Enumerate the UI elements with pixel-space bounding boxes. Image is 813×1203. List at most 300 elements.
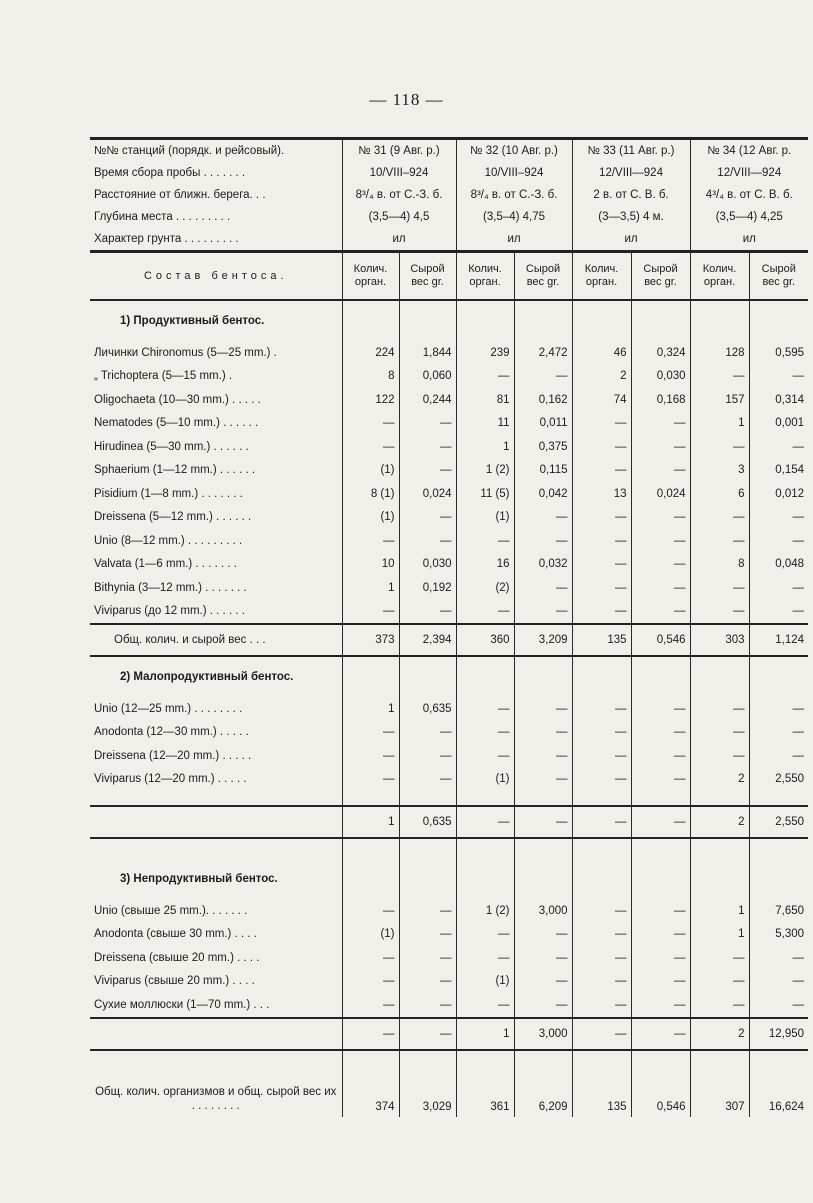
header-label: Характер грунта . . . . . . . . . <box>94 233 239 245</box>
section-total-row-label <box>90 1018 342 1050</box>
value-cell: 303 <box>690 624 749 656</box>
value-cell: 374 <box>342 1050 399 1117</box>
value-cell: — <box>342 993 399 1018</box>
value-cell: 2,550 <box>749 806 808 838</box>
value-cell: 8 (1) <box>342 482 399 506</box>
species-row <box>90 600 808 625</box>
value-cell: — <box>749 946 808 970</box>
value-cell: — <box>399 721 456 745</box>
value-cell: 224 <box>342 341 399 365</box>
value-cell: 1,844 <box>399 341 456 365</box>
value-cell: — <box>749 600 808 625</box>
value-cell: — <box>631 435 690 459</box>
value-cell: — <box>690 506 749 530</box>
header-label: Время сбора пробы . . . . . . . <box>94 167 246 179</box>
value-cell: — <box>631 970 690 994</box>
value-cell: — <box>342 435 399 459</box>
species-row-label: Anodonta (12—30 mm.) . . . . . <box>94 726 249 739</box>
value-cell: — <box>399 899 456 923</box>
station-header-cell: (3—3,5) 4 м. <box>572 206 690 228</box>
empty-cell <box>342 791 399 806</box>
value-cell: — <box>342 412 399 436</box>
section-title-row <box>90 859 808 899</box>
empty-cell <box>456 300 514 341</box>
empty-cell <box>514 300 572 341</box>
species-row-label: Bithynia (3—12 mm.) . . . . . . . <box>94 581 247 594</box>
value-cell: — <box>456 993 514 1018</box>
value-cell: 361 <box>456 1050 514 1117</box>
species-row <box>90 970 808 994</box>
species-row-label: Hirudinea (5—30 mm.) . . . . . . <box>94 440 249 453</box>
value-cell: 6,209 <box>514 1050 572 1117</box>
empty-cell <box>572 859 631 899</box>
empty-cell <box>749 838 808 859</box>
value-cell: 1 (2) <box>456 899 514 923</box>
value-cell: — <box>572 697 631 721</box>
species-row-label: Anodonta (свыше 30 mm.) . . . . <box>94 928 257 941</box>
value-cell: — <box>572 768 631 792</box>
value-cell: — <box>514 721 572 745</box>
species-row <box>90 768 808 792</box>
empty-cell <box>749 859 808 899</box>
value-cell: — <box>456 721 514 745</box>
value-cell: 74 <box>572 388 631 412</box>
value-cell: — <box>399 1018 456 1050</box>
value-cell: — <box>399 744 456 768</box>
value-cell: — <box>572 459 631 483</box>
empty-cell <box>456 656 514 697</box>
header-row <box>90 184 808 206</box>
value-cell: — <box>514 600 572 625</box>
value-cell: 1 <box>342 576 399 600</box>
value-cell: 3,000 <box>514 1018 572 1050</box>
value-cell: 0,244 <box>399 388 456 412</box>
value-cell: — <box>514 806 572 838</box>
species-row <box>90 435 808 459</box>
empty-cell <box>631 859 690 899</box>
value-cell: 2 <box>690 768 749 792</box>
station-header-cell: 10/VIII–924 <box>342 162 456 184</box>
value-cell: 2,472 <box>514 341 572 365</box>
empty-cell <box>631 656 690 697</box>
section-title-row <box>90 300 808 341</box>
value-cell: — <box>399 435 456 459</box>
value-cell: — <box>749 365 808 389</box>
species-row-label: Pisidium (1—8 mm.) . . . . . . . <box>94 487 243 500</box>
species-row-label: Unio (свыше 25 mm.). . . . . . . <box>94 904 248 917</box>
empty-cell <box>690 300 749 341</box>
empty-cell <box>399 656 456 697</box>
value-cell: 0,001 <box>749 412 808 436</box>
value-cell: — <box>572 529 631 553</box>
value-cell: — <box>342 721 399 745</box>
empty-label <box>90 838 342 859</box>
value-cell: — <box>514 697 572 721</box>
column-subheader: Сырой вес gr. <box>514 252 572 301</box>
header-label: Глубина места . . . . . . . . . <box>94 211 231 223</box>
species-row <box>90 946 808 970</box>
station-header-cell: № 32 (10 Авг. р.) <box>456 139 572 163</box>
value-cell: — <box>749 721 808 745</box>
species-row-label: Oligochaeta (10—30 mm.) . . . . . <box>94 393 261 406</box>
value-cell: 239 <box>456 341 514 365</box>
empty-cell <box>342 859 399 899</box>
value-cell: — <box>749 506 808 530</box>
station-header-cell: (3,5—4) 4,25 <box>690 206 808 228</box>
species-row-label: Viviparus (до 12 mm.) . . . . . . <box>94 605 245 618</box>
column-subheader: Колич. орган. <box>690 252 749 301</box>
value-cell: 135 <box>572 1050 631 1117</box>
value-cell: 0,012 <box>749 482 808 506</box>
value-cell: 0,030 <box>631 365 690 389</box>
value-cell: — <box>690 721 749 745</box>
value-cell: 0,032 <box>514 553 572 577</box>
value-cell: — <box>572 806 631 838</box>
empty-cell <box>631 791 690 806</box>
section-title: 3) Непродуктивный бентос. <box>120 873 278 885</box>
species-row <box>90 482 808 506</box>
value-cell: — <box>749 529 808 553</box>
value-cell: — <box>572 576 631 600</box>
value-cell: — <box>572 923 631 947</box>
value-cell: 1 <box>342 697 399 721</box>
value-cell: — <box>456 806 514 838</box>
section-total-row <box>90 624 808 656</box>
section-total-row <box>90 1018 808 1050</box>
benthos-table <box>90 137 808 1117</box>
value-cell: 0,060 <box>399 365 456 389</box>
value-cell: — <box>572 899 631 923</box>
value-cell: 1 <box>690 923 749 947</box>
value-cell: — <box>514 993 572 1018</box>
station-header-cell: 8³/₄ в. от С.-З. б. <box>456 184 572 206</box>
value-cell: — <box>399 970 456 994</box>
grand-total-row-label: Общ. колич. организмов и общ. сырой вес их . . . . . . . . <box>90 1050 342 1117</box>
value-cell: — <box>572 744 631 768</box>
spacer-row <box>90 838 808 859</box>
station-header-cell: ил <box>456 228 572 252</box>
empty-cell <box>749 791 808 806</box>
empty-cell <box>456 791 514 806</box>
value-cell: 0,546 <box>631 624 690 656</box>
value-cell: — <box>514 946 572 970</box>
value-cell: — <box>631 553 690 577</box>
empty-cell <box>399 300 456 341</box>
species-row-label: Unio (8—12 mm.) . . . . . . . . . <box>94 534 243 547</box>
value-cell: — <box>342 529 399 553</box>
value-cell: — <box>690 697 749 721</box>
value-cell: — <box>690 946 749 970</box>
empty-cell <box>342 656 399 697</box>
composition-heading: Состав бентоса. <box>90 252 342 301</box>
value-cell: — <box>631 806 690 838</box>
value-cell: — <box>572 553 631 577</box>
value-cell: — <box>749 744 808 768</box>
species-row-label: Nematodes (5—10 mm.) . . . . . . <box>94 417 259 430</box>
value-cell: — <box>631 1018 690 1050</box>
value-cell: — <box>456 365 514 389</box>
value-cell: 1 (2) <box>456 459 514 483</box>
value-cell: — <box>399 768 456 792</box>
species-row <box>90 899 808 923</box>
value-cell: 2 <box>690 806 749 838</box>
empty-cell <box>572 300 631 341</box>
value-cell: — <box>749 993 808 1018</box>
value-cell: 3,029 <box>399 1050 456 1117</box>
value-cell: — <box>514 365 572 389</box>
species-row-label: Sphaerium (1—12 mm.) . . . . . . <box>94 464 256 477</box>
empty-cell <box>572 838 631 859</box>
value-cell: — <box>690 529 749 553</box>
value-cell: — <box>631 744 690 768</box>
empty-cell <box>572 791 631 806</box>
value-cell: 5,300 <box>749 923 808 947</box>
value-cell: 1,124 <box>749 624 808 656</box>
section-total-row-label <box>90 806 342 838</box>
value-cell: 1 <box>456 1018 514 1050</box>
header-row <box>90 228 808 252</box>
empty-cell <box>690 656 749 697</box>
value-cell: (1) <box>456 506 514 530</box>
value-cell: 0,048 <box>749 553 808 577</box>
header-row <box>90 162 808 184</box>
value-cell: 10 <box>342 553 399 577</box>
species-row-label: Viviparus (свыше 20 mm.) . . . . <box>94 975 255 988</box>
empty-label <box>90 791 342 806</box>
value-cell: (1) <box>342 459 399 483</box>
value-cell: — <box>514 768 572 792</box>
species-row <box>90 506 808 530</box>
spacer-row <box>90 791 808 806</box>
section-title: 2) Малопродуктивный бентос. <box>120 671 294 683</box>
value-cell: 7,650 <box>749 899 808 923</box>
value-cell: — <box>631 946 690 970</box>
value-cell: — <box>342 946 399 970</box>
header-label: №№ станций (порядк. и рейсовый). <box>90 139 342 163</box>
section-total-row-label: Общ. колич. и сырой вес . . . <box>90 624 342 656</box>
station-header-cell: ил <box>690 228 808 252</box>
value-cell: 11 <box>456 412 514 436</box>
value-cell: 0,024 <box>399 482 456 506</box>
value-cell: 8 <box>690 553 749 577</box>
species-row <box>90 553 808 577</box>
species-row-label: Личинки Chironomus (5—25 mm.) . <box>94 346 277 359</box>
value-cell: — <box>514 506 572 530</box>
species-row <box>90 697 808 721</box>
column-subheader-row <box>90 252 808 301</box>
value-cell: 0,024 <box>631 482 690 506</box>
value-cell: — <box>399 506 456 530</box>
value-cell: — <box>342 1018 399 1050</box>
column-subheader: Колич. орган. <box>456 252 514 301</box>
empty-cell <box>342 300 399 341</box>
value-cell: — <box>572 506 631 530</box>
value-cell: — <box>456 946 514 970</box>
empty-cell <box>342 838 399 859</box>
header-label: Расстояние от ближн. берега. . . <box>94 189 266 201</box>
value-cell: 81 <box>456 388 514 412</box>
column-subheader: Сырой вес gr. <box>399 252 456 301</box>
section-title: 1) Продуктивный бентос. <box>120 315 265 327</box>
value-cell: 2 <box>572 365 631 389</box>
grand-total-row <box>90 1050 808 1117</box>
value-cell: — <box>572 412 631 436</box>
empty-cell <box>399 859 456 899</box>
value-cell: — <box>690 365 749 389</box>
value-cell: 13 <box>572 482 631 506</box>
station-header-cell: 2 в. от С. В. б. <box>572 184 690 206</box>
value-cell: (2) <box>456 576 514 600</box>
species-row-label: Dreissena (12—20 mm.) . . . . . <box>94 749 252 762</box>
value-cell: — <box>631 697 690 721</box>
species-row-label: Dreissena (5—12 mm.) . . . . . . <box>94 511 252 524</box>
value-cell: — <box>514 744 572 768</box>
value-cell: — <box>749 435 808 459</box>
value-cell: 8 <box>342 365 399 389</box>
station-header-cell: ил <box>342 228 456 252</box>
species-row <box>90 993 808 1018</box>
species-row <box>90 744 808 768</box>
value-cell: (1) <box>456 970 514 994</box>
empty-cell <box>514 656 572 697</box>
value-cell: — <box>631 412 690 436</box>
empty-cell <box>514 791 572 806</box>
value-cell: — <box>399 946 456 970</box>
station-header-cell: 12/VIII—924 <box>572 162 690 184</box>
value-cell: — <box>572 721 631 745</box>
value-cell: — <box>456 697 514 721</box>
value-cell: 0,011 <box>514 412 572 436</box>
value-cell: 307 <box>690 1050 749 1117</box>
value-cell: 0,546 <box>631 1050 690 1117</box>
value-cell: 1 <box>456 435 514 459</box>
value-cell: — <box>456 744 514 768</box>
value-cell: — <box>399 529 456 553</box>
value-cell: — <box>749 697 808 721</box>
value-cell: — <box>631 899 690 923</box>
empty-cell <box>749 656 808 697</box>
species-row-label: Viviparus (12—20 mm.) . . . . . <box>94 773 247 786</box>
value-cell: — <box>690 744 749 768</box>
value-cell: — <box>456 923 514 947</box>
value-cell: 1 <box>690 412 749 436</box>
section-title-row <box>90 656 808 697</box>
value-cell: 0,115 <box>514 459 572 483</box>
species-row <box>90 459 808 483</box>
value-cell: 0,042 <box>514 482 572 506</box>
value-cell: — <box>690 576 749 600</box>
value-cell: — <box>342 970 399 994</box>
empty-cell <box>631 838 690 859</box>
value-cell: — <box>399 923 456 947</box>
value-cell: — <box>572 970 631 994</box>
value-cell: — <box>456 600 514 625</box>
value-cell: — <box>399 993 456 1018</box>
species-row-label: Сухие моллюски (1—70 mm.) . . . <box>94 998 270 1011</box>
species-row-label: Unio (12—25 mm.) . . . . . . . . <box>94 702 243 715</box>
value-cell: — <box>399 600 456 625</box>
station-header-cell: (3,5—4) 4,5 <box>342 206 456 228</box>
species-row <box>90 576 808 600</box>
value-cell: — <box>690 970 749 994</box>
empty-cell <box>456 859 514 899</box>
value-cell: (1) <box>342 923 399 947</box>
value-cell: — <box>631 923 690 947</box>
value-cell: 0,375 <box>514 435 572 459</box>
station-header-cell: 8³/₄ в. от С.-З. б. <box>342 184 456 206</box>
value-cell: — <box>514 529 572 553</box>
species-row-label: Dreissena (свыше 20 mm.) . . . . <box>94 951 260 964</box>
value-cell: 3,000 <box>514 899 572 923</box>
value-cell: 157 <box>690 388 749 412</box>
value-cell: 0,192 <box>399 576 456 600</box>
column-subheader: Сырой вес gr. <box>631 252 690 301</box>
species-row-label: Valvata (1—6 mm.) . . . . . . . <box>94 558 237 571</box>
value-cell: — <box>342 899 399 923</box>
value-cell: 0,168 <box>631 388 690 412</box>
value-cell: — <box>514 576 572 600</box>
value-cell: 16 <box>456 553 514 577</box>
species-row <box>90 341 808 365</box>
value-cell: — <box>690 993 749 1018</box>
value-cell: — <box>631 600 690 625</box>
value-cell: — <box>342 600 399 625</box>
value-cell: 16,624 <box>749 1050 808 1117</box>
empty-cell <box>514 859 572 899</box>
value-cell: — <box>631 721 690 745</box>
value-cell: — <box>572 600 631 625</box>
column-subheader: Колич. орган. <box>342 252 399 301</box>
station-header-cell: № 33 (11 Авг. р.) <box>572 139 690 163</box>
species-row <box>90 388 808 412</box>
value-cell: 373 <box>342 624 399 656</box>
value-cell: 0,595 <box>749 341 808 365</box>
station-header-cell: 4³/₄ в. от С. В. б. <box>690 184 808 206</box>
station-header-cell: (3,5–4) 4,75 <box>456 206 572 228</box>
value-cell: 0,162 <box>514 388 572 412</box>
empty-cell <box>456 838 514 859</box>
value-cell: (1) <box>342 506 399 530</box>
value-cell: 1 <box>342 806 399 838</box>
species-row-label: „ Trichoptera (5—15 mm.) . <box>94 370 233 383</box>
station-header-cell: № 31 (9 Авг. р.) <box>342 139 456 163</box>
value-cell: 2,394 <box>399 624 456 656</box>
value-cell: 128 <box>690 341 749 365</box>
value-cell: 2 <box>690 1018 749 1050</box>
value-cell: 0,030 <box>399 553 456 577</box>
value-cell: — <box>631 529 690 553</box>
column-subheader: Колич. орган. <box>572 252 631 301</box>
empty-cell <box>690 838 749 859</box>
value-cell: — <box>399 412 456 436</box>
value-cell: 46 <box>572 341 631 365</box>
value-cell: 0,314 <box>749 388 808 412</box>
value-cell: — <box>690 600 749 625</box>
header-row <box>90 206 808 228</box>
value-cell: — <box>749 576 808 600</box>
value-cell: — <box>514 923 572 947</box>
value-cell: — <box>572 1018 631 1050</box>
station-header-cell: ил <box>572 228 690 252</box>
value-cell: — <box>572 993 631 1018</box>
column-subheader: Сырой вес gr. <box>749 252 808 301</box>
value-cell: — <box>631 576 690 600</box>
empty-cell <box>749 300 808 341</box>
value-cell: 360 <box>456 624 514 656</box>
value-cell: — <box>342 744 399 768</box>
header-row <box>90 139 808 163</box>
species-row <box>90 923 808 947</box>
